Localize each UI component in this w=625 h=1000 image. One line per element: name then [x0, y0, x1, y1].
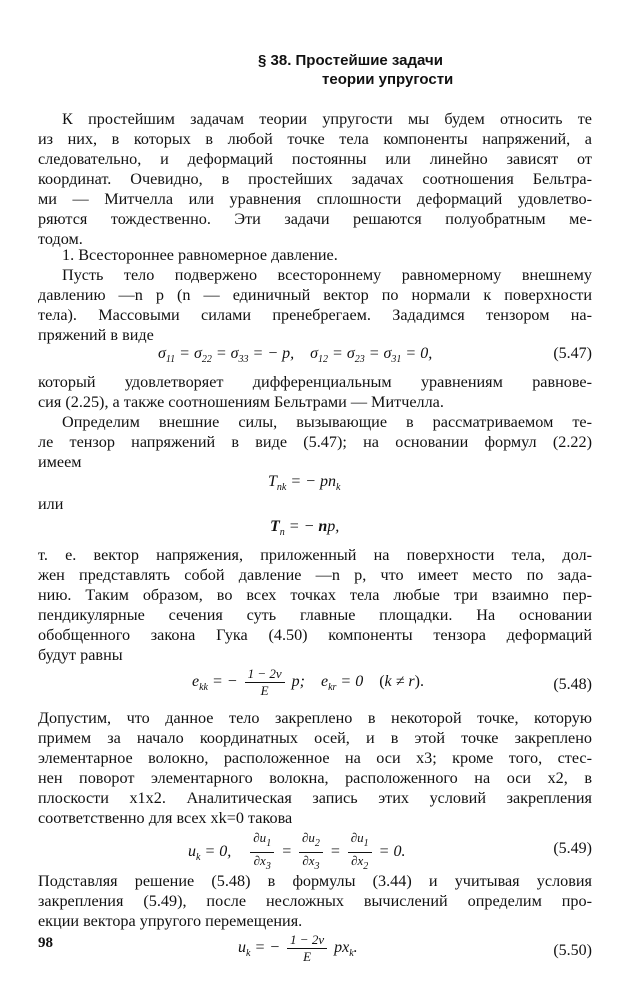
text-line: элементарное волокно, расположенное на оси x3; кроме того, стес- — [38, 749, 592, 767]
text-line: Пусть тело подвержено всестороннему равномерному внешнему — [62, 266, 592, 284]
text-line: следовательно, и деформаций постоянны или линейно зависят от — [38, 150, 592, 168]
text-line: плоскости x1x2. Аналитическая запись этих условий закрепления — [38, 789, 592, 807]
text-line: сия (2.25), а также соотношениям Бельтрами — Митчелла. — [38, 393, 444, 411]
text-line: пендикулярные сечения суть главные площадки. На основании — [38, 606, 592, 624]
text-line: закрепления (5.49), после несложных вычислений определим про- — [38, 892, 592, 910]
equation-5-47: $\sigma_{11} = \sigma_{22} = \sigma_{33}$ = − p, $\sigma_{12} = \sigma_{23} = \sigma_{31} = 0$, — [158, 345, 433, 365]
equation-5-50: $u_k$ = − $\frac{1 - 2\nu}{E}$ $px_k$. — [238, 932, 358, 964]
text-line: из них, в которых в любой точке тела компоненты напряжений, а — [38, 130, 592, 148]
equation-number: (5.47) — [553, 345, 592, 362]
text-line: жен представлять собой давление —n p, что имеет место по зада- — [38, 566, 592, 584]
text-line: екции вектора упругого перемещения. — [38, 912, 303, 930]
text-line: давлению —n p (n — единичный вектор по нормали к поверхности — [38, 286, 592, 304]
text-line: пряжений в виде — [38, 326, 154, 344]
equation-tnk: $T_{nk}$ = − $pn_k$ — [268, 473, 341, 493]
equation-number: (5.49) — [553, 840, 592, 857]
text-line: тела). Массовыми силами пренебрегаем. Зададимся тензором на- — [38, 306, 592, 324]
text-line: имеем — [38, 453, 82, 471]
text-line: нен поворот элементарного волокна, расположенного на оси x2, в — [38, 769, 592, 787]
section-title: § 38. Простейшие задачи — [258, 52, 443, 69]
text-line: К простейшим задачам теории упругости мы будем относить те — [62, 110, 592, 128]
text-line: Допустим, что данное тело закреплено в некоторой точке, которую — [38, 709, 592, 727]
equation-tn: $T_n$ = − np, — [270, 518, 340, 538]
text-line: ми — Митчелла или уравнения сплошности деформаций удовлетво- — [38, 190, 592, 208]
text-line: который удовлетворяет дифференциальным уравнениям равнове- — [38, 373, 592, 391]
equation-number: (5.48) — [553, 676, 592, 693]
text-line: соответственно для всех xk=0 такова — [38, 809, 293, 827]
text-line: ле тензор напряжений в виде (5.47); на основании формул (2.22) — [38, 433, 592, 451]
text-line: т. е. вектор напряжения, приложенный на поверхности тела, дол- — [38, 546, 592, 564]
text-line: Подставляя решение (5.48) в формулы (3.44) и учитывая условия — [38, 872, 592, 890]
text-line: тодом. — [38, 230, 83, 248]
text-line: нию. Таким образом, во всех точках тела любые три взаимно пер- — [38, 586, 592, 604]
page-number: 98 — [38, 935, 53, 951]
equation-number: (5.50) — [553, 942, 592, 959]
text-line: обобщенного закона Гука (4.50) компоненты тензора деформаций — [38, 626, 592, 644]
list-item-heading: 1. Всестороннее равномерное давление. — [62, 246, 338, 264]
text-line: примем за начало координатных осей, и в этой точке закреплено — [38, 729, 592, 747]
section-title-cont: теории упругости — [322, 71, 454, 88]
equation-5-48: $e_{kk}$ = − $\frac{1 - 2\nu}{E}$ p; $e_{kr} = 0$ (k ≠ r). — [192, 666, 424, 698]
text-line: или — [38, 495, 64, 513]
text-line: будут равны — [38, 646, 123, 664]
equation-5-49: $u_k = 0$, $\frac{\partial u_1}{\partial x_3}$ = $\frac{\partial u_2}{\partial x_3}$ = $\frac{\partial u_1}{\partial x_2}$ = 0. — [188, 830, 406, 872]
text-line: Определим внешние силы, вызывающие в рассматриваемом те- — [62, 413, 592, 431]
text-line: ряются тождественно. Эти задачи решаются полуобратным ме- — [38, 210, 592, 228]
text-line: координат. Очевидно, в простейших задачах соотношения Бельтра- — [38, 170, 592, 188]
